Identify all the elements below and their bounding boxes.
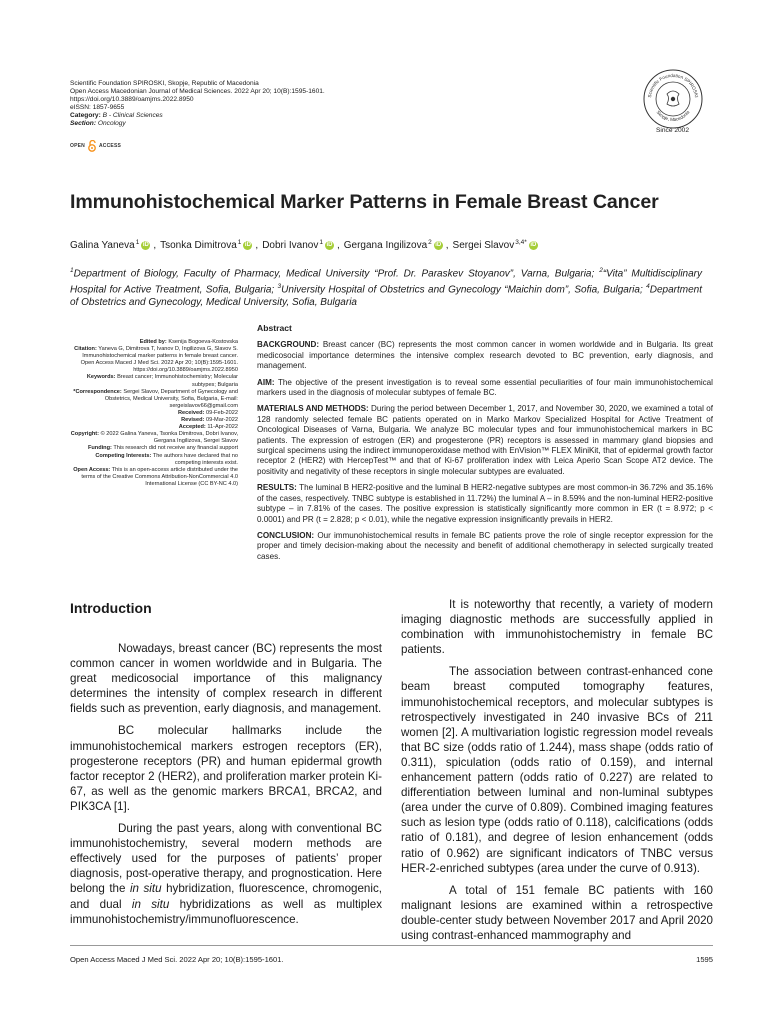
body-paragraph: It is noteworthy that recently, a variety of modern imaging diagnostic methods are successfully applied in combination with immunohistochemistry in female BC patients.	[401, 598, 713, 657]
orcid-icon[interactable]: iD	[142, 242, 149, 248]
doi-link[interactable]: https://doi.org/10.3889/oamjms.2022.8950	[70, 96, 194, 104]
affiliation-2: “Vita” Multidisciplinary Hospital for Active Treatment, Sofia, Bulgaria;	[70, 268, 703, 296]
revised-date: Revised: 09-Mar-2022	[181, 417, 238, 424]
eissn-line: eISSN: 1857-9655	[70, 104, 125, 112]
abstract-heading: Abstract	[257, 323, 292, 333]
author: Tsonka Dimitrova $^1$ iD	[160, 239, 251, 251]
body-paragraph: During the past years, along with conventional BC immunohistochemistry, several modern methods are effectively used for the purposes of patients’ proper diagnosis, post-operative therapy, and prognostication. Here belong the in situ hybridization, fluorescence, chromogenic, and dual in situ hybridizations as well as multiplex immunohistochemistry/immunofluorescence.	[70, 822, 383, 926]
orcid-icon[interactable]: iD	[326, 242, 333, 248]
category-line: Category: B - Clinical Sciences	[70, 112, 163, 120]
body-paragraph: The association between contrast-enhanced cone beam breast computed tomography features, immunohistochemical receptors, and molecular subtypes is retrospectively investigated in 240 invasive BCs of 211 women [2]. A multivariation logistic regression model reveals that BC size (odds ratio of 1.244), mass shape (odds ratio of 0.311), spiculation (odds ratio of 0.159), and internal enhancement pattern (odds ratio of 0.227) are related to differentiation between luminal and non-luminal subtypes (area under the curve of 0.809). Combined imaging features such as lesion type (odds ratio of 0.118), calcifications (odds ratio of 0.181), and degree of lesion enhancement (odds ratio of 0.962) are significant indicators of TNBC versus HER-2-enriched subtypes (area under the curve of 0.913).	[401, 665, 713, 875]
body-column-right	[401, 597, 713, 950]
author-list: Galina Yaneva $^1$ iD , Tsonka Dimitrova $^1$ iD , Dobri Ivanov $^1$ iD , Gergana Ingilizova $^2$ iD , Sergei Slavov $^{3,4*}$ iD	[70, 240, 541, 251]
since-label: Since 2002	[656, 127, 689, 134]
section-heading-introduction: Introduction	[70, 600, 152, 616]
accepted-date: Accepted: 11-Apr-2022	[178, 424, 238, 431]
abstract-results: RESULTS: The luminal B HER2-positive and the luminal B HER2-negative subtypes are most common-in 36.72% and 35.16% of the cases, respectively. TNBC subtype is established in 11.72%) the luminal A – in 8.59% and the non-luminal HER2-positive subtype – in 7.81% of the cases. The positive expression is statistically significantly more common in ER (t = 8.972; p < 0.0001) and PR (t = 2.828; p < 0.01), while the negative expression insignificantly prevails in HER2.	[257, 483, 713, 524]
open-access-statement: Open Access: This is an open-access article distributed under the terms of the Creative Commons Attribution-NonCommercial 4.0 International License (CC BY-NC 4.0)	[73, 466, 238, 487]
publisher-line: Scientific Foundation SPIROSKI, Skopje, Republic of Macedonia	[70, 80, 259, 87]
article-metadata-sidebar	[70, 339, 238, 488]
author: Sergei Slavov $^{3,4*}$ iD	[452, 239, 537, 251]
foundation-seal-logo	[642, 68, 704, 130]
open-access-left-text: OPEN	[70, 143, 85, 149]
copyright: Copyright: © 2022 Galina Yaneva, Tsonka Dimitrova, Dobri Ivanov, Gergana Ingilizova, Sergei Slavov	[70, 431, 238, 445]
footer-divider	[70, 945, 713, 946]
open-access-right-text: ACCESS	[98, 143, 122, 149]
journal-header	[70, 80, 490, 129]
abstract	[257, 323, 713, 568]
svg-text:Skopje, Macedonia: Skopje, Macedonia	[655, 109, 691, 123]
citation: Citation: Yaneva G, Dimitrova T, Ivanov D, Ingilizova G, Slavov S. Immunohistochemical marker patterns in female breast cancer. Open Access Maced J Med Sci. 2022 Apr 20; 10(B):1595-1601. https://doi.org/10.3889/oamjms.2022.8950	[74, 346, 238, 374]
orcid-icon[interactable]: iD	[435, 242, 442, 248]
open-lock-icon	[87, 140, 97, 152]
keywords: Keywords: Breast cancer; Immunohistochemistry; Molecular subtypes; Bulgaria	[86, 374, 238, 388]
body-paragraph: Nowadays, breast cancer (BC) represents the most common cancer in women worldwide and in Bulgaria. The great medicosocial importance of this malignancy determines the intensity of complex research in different fields such as prevention, early diagnosis, and management.	[70, 642, 382, 716]
funding: Funding: This research did not receive any financial support	[87, 445, 238, 452]
body-column-left	[70, 641, 382, 934]
affiliation-4: Department of Obstetrics and Gynecology, Medical University, Sofia, Bulgaria	[70, 284, 702, 308]
affiliation-1: Department of Biology, Faculty of Pharmacy, Medical University “Prof. Dr. Paraskev Stoyanov”, Varna, Bulgaria;	[73, 268, 595, 280]
edited-by: Edited by: Ksenija Bogoeva-Kostovska	[139, 339, 238, 345]
competing-interests: Competing Interests: The authors have declared that no competing interests exist.	[95, 452, 238, 466]
open-access-logo	[70, 140, 121, 152]
affiliation-3: University Hospital of Obstetrics and Gynecology “Maichin dom”, Sofia, Bulgaria;	[281, 284, 643, 296]
page-number: 1595	[696, 955, 713, 964]
body-paragraph: BC molecular hallmarks include the immunohistochemical markers estrogen receptors (ER), progesterone receptors (PR) and human epidermal growth factor receptor 2 (HER2), and proliferation marker protein Ki-67, as well as the genomic markers BRCA1, BRCA2, and PIK3CA [1].	[70, 724, 382, 813]
journal-citation-line: Open Access Macedonian Journal of Medical Sciences. 2022 Apr 20; 10(B):1595-1601.	[70, 88, 325, 96]
abstract-background: BACKGROUND: Breast cancer (BC) represents the most common cancer in women worldwide and in Bulgaria. Its great medicosocial importance determines the intensive complex research devoted to BC prevention, early diagnosis, and management.	[257, 340, 714, 371]
affiliations: $^1$Department of Biology, Faculty of Pharmacy, Medical University “Prof. Dr. Paraskev Stoyanov”, Varna, Bulgaria; $^2$“Vita” Multidisciplinary Hospital for Active Treatment, Sofia, Bulgaria; $^3$University Hospital of Obstetrics and Gynecology “Maichin dom”, Sofia, Bulgaria; $^4$Department of Obstetrics and Gynecology, Medical University, Sofia, Bulgaria	[70, 267, 703, 308]
received-date: Received: 09-Feb-2022	[177, 409, 238, 416]
orcid-icon[interactable]: iD	[244, 242, 251, 248]
orcid-icon[interactable]: iD	[530, 242, 537, 248]
body-paragraph: A total of 151 female BC patients with 160 malignant lesions are examined within a retrospective double-center study between November 2017 and April 2020 using contrast-enhanced mammography and	[401, 883, 713, 942]
abstract-aim: AIM: The objective of the present investigation is to reveal some essential peculiarities of four main immunohistochemical markers used in the diagnosis of molecular subtypes of female BC.	[257, 377, 713, 398]
footer-citation: Open Access Maced J Med Sci. 2022 Apr 20; 10(B):1595-1601.	[70, 955, 284, 964]
svg-text:Scientific Foundation SPIROSKI: Scientific Foundation SPIROSKI	[647, 72, 699, 98]
abstract-conclusion: CONCLUSION: Our immunohistochemical results in female BC patients prove the role of single receptor expression for the proper and timely decision-making about the necessity and benefit of additional chemotherapy in selected surgically treated cases.	[257, 530, 713, 561]
author: Galina Yaneva $^1$ iD	[70, 239, 149, 251]
author: Dobri Ivanov $^1$ iD	[262, 239, 333, 251]
abstract-methods: MATERIALS AND METHODS: During the period between December 1, 2017, and November 30, 2020, we examined a total of 128 randomly selected female BC patients operated on in Marko Markov Specialized Hospital for Active Treatment of Oncological Diseases of Varna, Bulgaria. We analyze BC molecular types and four immunohistochemical markers in BC patients. The expression of estrogen (ER) and progesterone (PR) receptors is assessed in mammary gland biopsies and surgical specimens using the indirect immunoperoxidase method with EnVision™ FLEX MiniKit, that of epidermal growth factor receptor 2 (HER2) with HercepTest™ and that of Ki-67 proliferation index with Leica Aperio Scan Scope AT2 device. The positivity and negativity of these receptors in single molecular subtypes are evaluated.	[257, 404, 713, 476]
section-line: Section: Oncology	[70, 120, 126, 128]
article-title: Immunohistochemical Marker Patterns in Female Breast Cancer	[70, 191, 659, 213]
correspondence: *Correspondence: Sergei Slavov, Department of Gynecology and Obstetrics, Medical University, Sofia, Bulgaria, E-mail: sergeislavov66@gmail.com	[73, 388, 238, 409]
author: Gergana Ingilizova $^2$ iD	[343, 239, 442, 251]
